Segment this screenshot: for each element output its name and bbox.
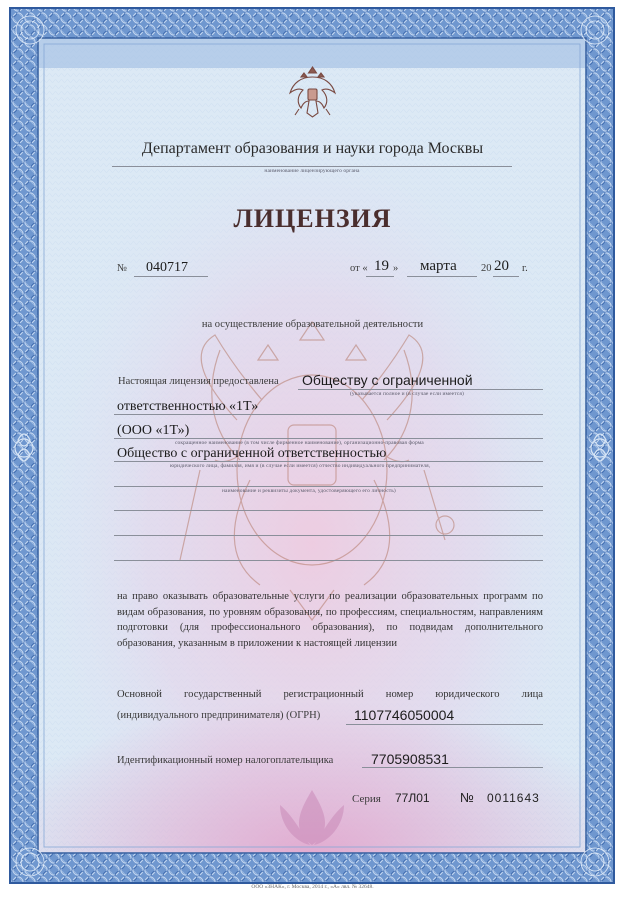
issuer-hint: наименование лицензирующего органа (264, 168, 360, 174)
blank-number-sign: № (460, 790, 474, 805)
license-number: 040717 (146, 260, 188, 275)
date-year: 20 (494, 258, 509, 274)
series-value: 77Л01 (395, 791, 430, 805)
date-year-prefix: 20 (481, 263, 492, 274)
hint-short-name: сокращенное наименование (в том числе фирменное наименование), организационно-правовая форма (175, 440, 424, 446)
org-name-line1: Обществу с ограниченной (302, 372, 473, 388)
blank-number: 0011643 (487, 791, 540, 805)
printer-footer: ООО «ЗНАК», г. Москва, 2014 г., «А» лвл. № 32648. (251, 884, 374, 890)
document-title: ЛИЦЕНЗИЯ (233, 204, 392, 233)
date-day: 19 (374, 258, 389, 274)
date-year-end: г. (522, 263, 528, 274)
number-sign: № (117, 263, 128, 274)
hint-legal-entity: юридического лица, фамилия, имя и (в случае если имеется) отчество индивидуального предпринимателя, (170, 463, 431, 469)
granted-to-label: Настоящая лицензия предоставлена (118, 376, 279, 387)
org-name-line2: ответственностью «1Т» (117, 399, 259, 414)
issuer-name: Департамент образования и науки города Москвы (141, 140, 484, 157)
rights-text: на право оказывать образовательные услуги по реализации образовательных программ по видам образования, по уровням образования, по профессиям, специальностям, направлениям подготовки (для профессионального образования), по подвидам дополнительного образования, указанным в приложении к настоящей лицензии (117, 591, 543, 649)
date-close: » (393, 263, 399, 274)
ogrn-value: 1107746050004 (354, 707, 455, 723)
date-month: марта (420, 258, 457, 274)
org-legal-form: Общество с ограниченной ответственностью (117, 446, 387, 461)
license-subject: на осуществление образовательной деятельности (201, 319, 424, 330)
ogrn-label-line1: Основной государственный регистрационный номер юридического лица (117, 689, 543, 700)
inn-label: Идентификационный номер налогоплательщика (117, 755, 334, 766)
org-name-short: (ООО «1Т») (117, 423, 190, 438)
series-label: Серия (352, 793, 381, 805)
inn-value: 7705908531 (371, 751, 449, 767)
date-prefix: от « (350, 263, 368, 274)
hint-full-name: (указывается полное и (в случае если имеется) (350, 391, 464, 397)
double-headed-eagle-icon (285, 63, 340, 121)
ogrn-label-line2: (индивидуального предпринимателя) (ОГРН) (117, 710, 321, 721)
hint-document: наименование и реквизиты документа, удостоверяющего его личность) (222, 488, 396, 494)
